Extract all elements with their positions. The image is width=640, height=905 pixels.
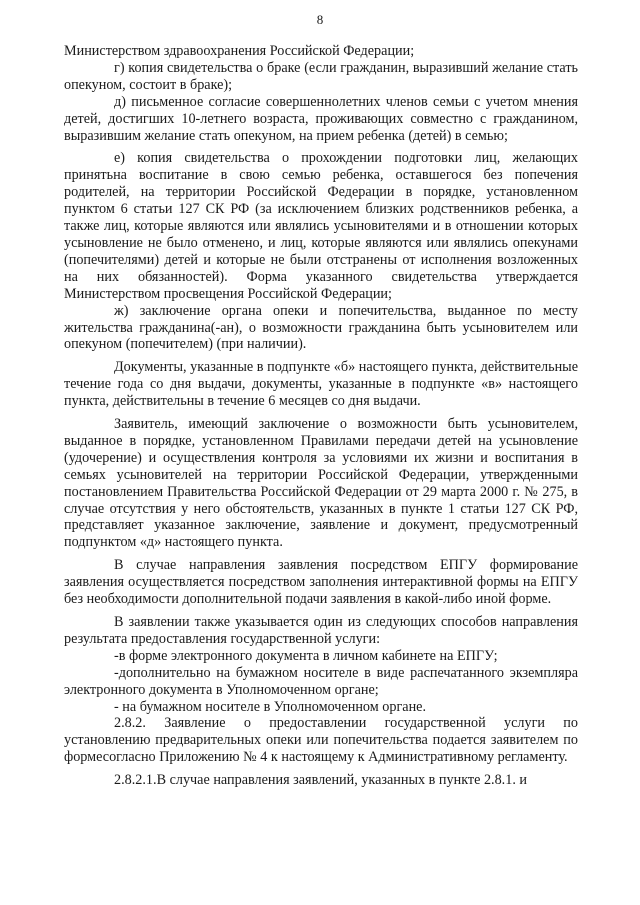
- document-body: [64, 43, 578, 789]
- paragraph-item-g: г) копия свидетельства о браке (если гражданин, выразивший желание стать опекуном, состоит в браке);: [64, 59, 578, 93]
- paragraph-continuation: Министерством здравоохранения Российской Федерации;: [64, 43, 415, 59]
- paragraph-2-8-2: 2.8.2. Заявление о предоставлении государственной услуги по установлению предварительных опеки или попечительства подается заявителем по формесогласно Приложению № 4 к настоящему к Административному регламенту.: [64, 715, 578, 766]
- paragraph-item-zh: ж) заключение органа опеки и попечительства, выданное по месту жительства гражданина(-ан), о возможности гражданина быть усыновителем или опекуном (попечителем) (при наличии).: [64, 302, 578, 353]
- paragraph-result-methods: В заявлении также указывается один из следующих способов направления результата предоставления государственной услуги:: [64, 614, 578, 647]
- paragraph-applicant-conclusion: Заявитель, имеющий заключение о возможности быть усыновителем, выданное в порядке, установленном Правилами передачи детей на усыновление (удочерение) и осуществления контроля за условиями их жизни и воспитания в семьях усыновителей на территории Российской Федерации, утвержденными постановлением Правительства Российской Федерации от 29 марта 2000 г. № 275, в случае отсутствия у него обстоятельств, указанных в пункте 1 статьи 127 СК РФ, представляет указанное заключение, заявление и документ, предусмотренный подпунктом «д» настоящего пункта.: [64, 416, 578, 551]
- paragraph-2-8-2-1: 2.8.2.1.В случае направления заявлений, указанных в пункте 2.8.1. и: [114, 772, 528, 789]
- list-item-electronic: -в форме электронного документа в личном кабинете на ЕПГУ;: [114, 647, 498, 664]
- paragraph-item-d: д) письменное согласие совершеннолетних членов семьи с учетом мнения детей, достигших 10-летнего возраста, проживающих совместно с гражданином, выразившим желание стать опекуном, на прием ребенка (детей) в семью;: [64, 93, 578, 144]
- page-number: 8: [316, 12, 324, 27]
- list-item-paper: - на бумажном носителе в Уполномоченном органе.: [114, 698, 427, 715]
- paragraph-epgu-submission: В случае направления заявления посредством ЕПГУ формирование заявления осуществляется посредством заполнения интерактивной формы на ЕПГУ без необходимости дополнительной подачи заявления в какой-либо иной форме.: [64, 557, 578, 608]
- list-item-paper-printout: -дополнительно на бумажном носителе в виде распечатанного экземпляра электронного документа в Уполномоченном органе;: [64, 664, 578, 698]
- paragraph-item-e: е) копия свидетельства о прохождении подготовки лиц, желающих принятьна воспитание в свою семью ребенка, оставшегося без попечения родителей, на территории Российской Федерации в порядке, установленном пунктом 6 статьи 127 СК РФ (за исключением близких родственников ребенка, а также лиц, которые являются или являлись усыновителями и в отношении которых усыновление не было отменено, и лиц, которые являются или являлись опекунами (попечителями) детей и которые не были отстранены от исполнения возложенных на них обязанностей). Форма указанного свидетельства утверждается Министерством просвещения Российской Федерации;: [64, 150, 578, 302]
- paragraph-documents-validity: Документы, указанные в подпункте «б» настоящего пункта, действительные течение года со дня выдачи, документы, указанные в подпункте «в» настоящего пункта, действительны в течение 6 месяцев со дня выдачи.: [64, 359, 578, 410]
